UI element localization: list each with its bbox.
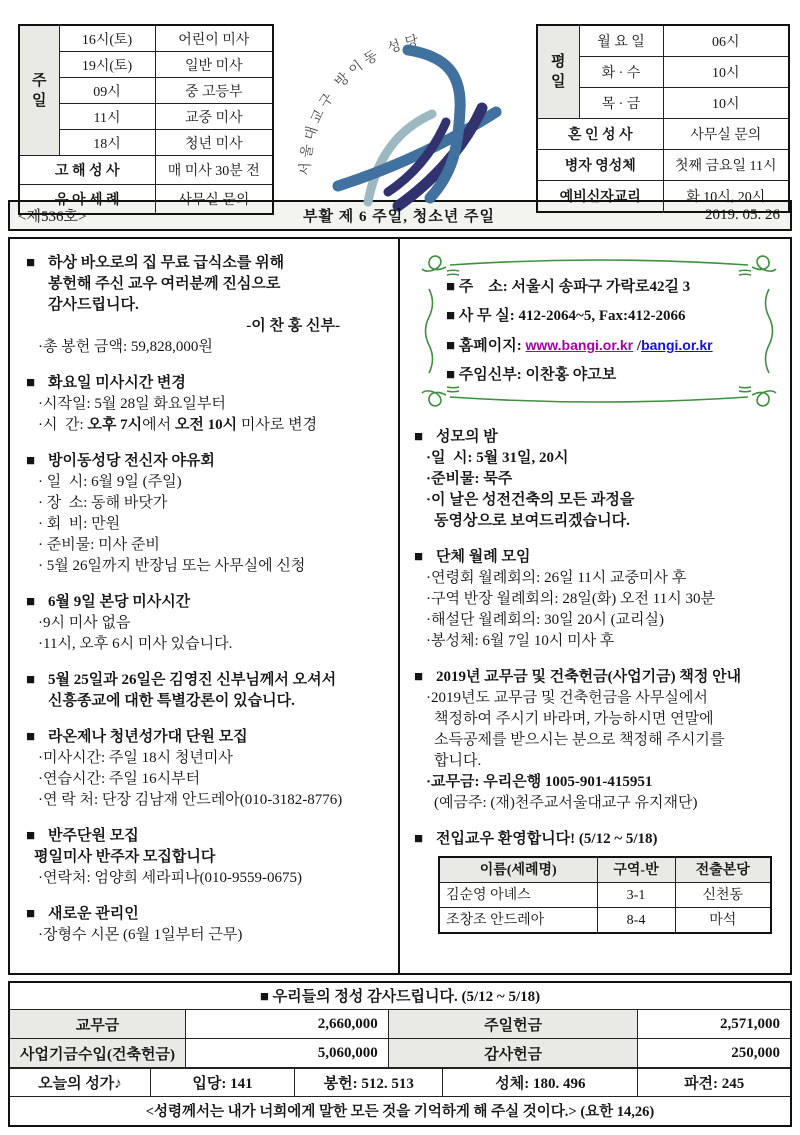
list-item: ·9시 미사 없음 [38, 615, 131, 631]
table-row [10, 1069, 790, 1097]
mass-time: 11시 [59, 104, 155, 130]
mass-desc: 중 고등부 [155, 78, 273, 104]
bullet-icon: ■ [26, 906, 36, 922]
weekday-time: 06시 [663, 25, 789, 57]
scripture-verse: <성령께서는 내가 너희에게 말한 모든 것을 기억하게 해 주실 것이다.> (요한 14,26) [10, 1096, 790, 1125]
heading-line: 6월 9일 본당 미사시간 [48, 594, 191, 610]
table-row [439, 883, 771, 908]
hymn-entrance: 입당: 141 [150, 1069, 294, 1097]
page-title: 부활 제 6 주일, 청소년 주일 [303, 209, 495, 225]
list-item: 합니다. [434, 753, 482, 769]
sick-communion-value: 첫째 금요일 11시 [663, 150, 789, 181]
col-header-name: 이름(세례명) [439, 857, 597, 883]
list-item: · 회 비: 만원 [38, 516, 121, 532]
heading-line: 성모의 밤 [436, 429, 498, 445]
table-row [439, 908, 771, 934]
list-item: · 장 소: 동해 바닷가 [38, 495, 168, 511]
col-header-district: 구역-반 [597, 857, 675, 883]
marriage-label: 혼 인 성 사 [537, 119, 663, 150]
signature: -이 찬 홍 신부- [246, 318, 340, 334]
section-marian-night [414, 427, 782, 532]
offering-label: 교무금 [10, 1010, 186, 1039]
list-item: ·구역 반장 월례회의: 28일(화) 오전 11시 30분 [426, 591, 715, 607]
heading-line: 반주단원 모집 [48, 828, 139, 844]
mass-time: 09시 [59, 78, 155, 104]
list-item: ·장형수 시몬 (6월 1일부터 근무) [38, 927, 243, 943]
mass-desc: 어린이 미사 [155, 25, 273, 52]
bullet-icon: ■ [26, 594, 36, 610]
table-row [10, 1010, 790, 1039]
mass-time: 18시 [59, 130, 155, 156]
bullet-icon: ■ [26, 729, 36, 745]
bullet-icon: ■ [414, 549, 424, 565]
newcomer-origin: 마석 [675, 908, 771, 934]
weekday-day: 월 요 일 [579, 25, 663, 57]
marriage-value: 사무실 문의 [663, 119, 789, 150]
list-item: ·교무금: 우리은행 1005-901-415951 [426, 774, 653, 790]
homepage-link[interactable]: www.bangi.or.kr [525, 337, 634, 353]
bold-part: 오후 7시 [87, 417, 143, 433]
list-item: ·봉성체: 6월 7일 10시 미사 후 [426, 633, 615, 649]
hymn-recessional: 파견: 245 [638, 1069, 790, 1097]
heading-line: 방이동성당 전신자 야유회 [48, 453, 215, 469]
heading-line: 라온제나 청년성가대 단원 모집 [48, 729, 248, 745]
mass-desc: 교중 미사 [155, 104, 273, 130]
confession-label: 고 해 성 사 [19, 156, 155, 185]
section-new-caretaker [26, 904, 392, 946]
list-item: 소득공제를 받으시는 분으로 책정해 주시기를 [434, 732, 725, 748]
list-item: · 5월 26일까지 반장님 또는 사무실에 신청 [38, 558, 306, 574]
heading-line: 5월 25일과 26일은 김영진 신부님께서 오셔서 [48, 672, 337, 688]
catechumen-value: 화 10시, 20시 [663, 181, 789, 213]
list-item: ·연락처: 엄양희 세라피나(010-9559-0675) [38, 870, 303, 886]
list-item: ·미사시간: 주일 18시 청년미사 [38, 750, 233, 766]
catechumen-label: 예비신자교리 [537, 181, 663, 213]
mass-time: 16시(토) [59, 25, 155, 52]
list-item: ·11시, 오후 6시 미사 있습니다. [38, 636, 233, 652]
heading-line: 새로운 관리인 [48, 906, 139, 922]
section-tuesday-mass-change [26, 373, 392, 436]
list-item: ·연 락 처: 단장 김남재 안드레아(010-3182-8776) [38, 792, 343, 808]
bullet-icon: ■ [414, 831, 424, 847]
list-item: ·해설단 월례회의: 30일 20시 (교리실) [426, 612, 665, 628]
hymn-offertory: 봉헌: 512. 513 [295, 1069, 443, 1097]
address-line: ■ 주 소: 서울시 송파구 가락로42길 3 [446, 279, 691, 295]
heading-line: 봉헌해 주신 교우 여러분께 진심으로 [48, 276, 281, 292]
section-youth-choir-recruit [26, 727, 392, 811]
homepage-label: ■ 홈페이지: [446, 338, 526, 354]
list-item: ·연령회 월례회의: 26일 11시 교중미사 후 [426, 570, 687, 586]
heading-line: 신흥종교에 대한 특별강론이 있습니다. [48, 693, 295, 709]
sunday-mass-table [18, 24, 274, 215]
text-part: 에서 [142, 417, 175, 433]
col-header-origin: 전출본당 [675, 857, 771, 883]
offering-amount: 2,571,000 [638, 1010, 790, 1039]
section-accompanist-recruit [26, 826, 392, 889]
newcomer-origin: 신천동 [675, 883, 771, 908]
offering-summary [8, 981, 792, 1127]
section-parish-picnic [26, 451, 392, 577]
weekday-day: 목 · 금 [579, 88, 663, 119]
weekday-time: 10시 [663, 88, 789, 119]
bullet-icon: ■ [26, 453, 36, 469]
heading-line: 화요일 미사시간 변경 [48, 375, 186, 391]
section-thanks-donation [26, 253, 392, 358]
newcomer-name: 김순영 아녜스 [439, 883, 597, 908]
main-content [8, 237, 792, 975]
list-item: ·2019년도 교무금 및 건축헌금을 사무실에서 [426, 690, 708, 706]
list-item: 책정하여 주시기 바라며, 가능하시면 연말에 [434, 711, 714, 727]
newcomer-name: 조창조 안드레아 [439, 908, 597, 934]
parish-info-lines [446, 273, 713, 390]
bullet-icon: ■ [26, 672, 36, 688]
offering-label: 주일헌금 [388, 1010, 638, 1039]
newcomer-table [438, 856, 772, 934]
heading-line: 감사드립니다. [48, 297, 139, 313]
list-item: ·연습시간: 주일 16시부터 [38, 771, 201, 787]
weekday-header-cell: 평 일 [537, 25, 579, 119]
homepage-alt-link[interactable]: bangi.or.kr [641, 337, 713, 353]
section-newcomers [414, 829, 782, 934]
pastor-line: ■ 주임신부: 이찬홍 야고보 [446, 367, 617, 383]
sunday-header-cell: 주 일 [19, 25, 59, 156]
section-2019-offering-guide [414, 667, 782, 814]
text-part: ·시 간: [38, 417, 88, 433]
heading-line: 단체 월례 모임 [436, 549, 531, 565]
list-item: ·시작일: 5월 28일 화요일부터 [38, 396, 226, 412]
logo-arc-text: 서울대교구 방이동 성당 [298, 33, 424, 177]
weekday-mass-table [536, 24, 790, 213]
section-special-sermon [26, 670, 392, 712]
offering-table [10, 1009, 790, 1068]
hymn-table [10, 1068, 790, 1096]
weekday-time: 10시 [663, 57, 789, 88]
text-part: 미사로 변경 [237, 417, 318, 433]
heading-line: 2019년 교무금 및 건축헌금(사업기금) 책정 안내 [436, 669, 742, 685]
offering-label: 감사헌금 [388, 1039, 638, 1068]
section-june9-mass [26, 592, 392, 655]
confession-value: 매 미사 30분 전 [155, 156, 273, 185]
bullet-icon: ■ [26, 375, 36, 391]
left-column [10, 239, 398, 973]
bullet-icon: ■ [414, 429, 424, 445]
list-item: 동영상으로 보여드리겠습니다. [434, 513, 630, 529]
list-item: ·일 시: 5월 31일, 20시 [426, 450, 569, 466]
list-item: ·이 날은 성전건축의 모든 과정을 [426, 492, 635, 508]
masthead [0, 0, 800, 208]
list-item: ·총 봉헌 금액: 59,828,000원 [38, 339, 213, 355]
heading-line: 전입교우 환영합니다! (5/12 ~ 5/18) [436, 831, 658, 847]
office-phone-line: ■ 사 무 실: 412-2064~5, Fax:412-2066 [446, 308, 686, 324]
weekday-day: 화 · 수 [579, 57, 663, 88]
newcomer-district: 8-4 [597, 908, 675, 934]
heading-line: 평일미사 반주자 모집합니다 [34, 849, 216, 865]
list-item: · 준비물: 미사 준비 [38, 537, 160, 553]
hymn-row-label: 오늘의 성가♪ [10, 1069, 150, 1097]
hymn-communion: 성체: 180. 496 [443, 1069, 638, 1097]
right-column [398, 239, 790, 973]
list-item [26, 415, 392, 436]
list-item: · 일 시: 6월 9일 (주일) [38, 474, 182, 490]
bullet-icon: ■ [26, 828, 36, 844]
infant-baptism-value: 사무실 문의 [155, 185, 273, 215]
issue-number: <제536호> [18, 209, 87, 225]
parish-info-box [416, 251, 782, 411]
offering-title: ■ 우리들의 정성 감사드립니다. (5/12 ~ 5/18) [259, 989, 541, 1005]
parish-logo [274, 24, 536, 216]
list-item: ·준비물: 묵주 [426, 471, 513, 487]
mass-time: 19시(토) [59, 52, 155, 78]
issue-date: 2019. 05. 26 [705, 207, 780, 223]
offering-amount: 250,000 [638, 1039, 790, 1068]
bullet-icon: ■ [26, 255, 36, 271]
offering-amount: 2,660,000 [186, 1010, 389, 1039]
table-row [10, 1039, 790, 1068]
link-separator: / [633, 338, 642, 354]
section-monthly-meetings [414, 547, 782, 652]
infant-baptism-label: 유 아 세 례 [19, 185, 155, 215]
offering-amount: 5,060,000 [186, 1039, 389, 1068]
mass-desc: 청년 미사 [155, 130, 273, 156]
heading-line: 하상 바오로의 집 무료 급식소를 위해 [48, 255, 285, 271]
bold-part: 오전 10시 [174, 417, 238, 433]
mass-desc: 일반 미사 [155, 52, 273, 78]
bullet-icon: ■ [414, 669, 424, 685]
newcomer-district: 3-1 [597, 883, 675, 908]
list-item: (예금주: (재)천주교서울대교구 유지재단) [434, 795, 698, 811]
offering-label: 사업기금수입(건축헌금) [10, 1039, 186, 1068]
sick-communion-label: 병자 영성체 [537, 150, 663, 181]
homepage-line [446, 331, 713, 361]
